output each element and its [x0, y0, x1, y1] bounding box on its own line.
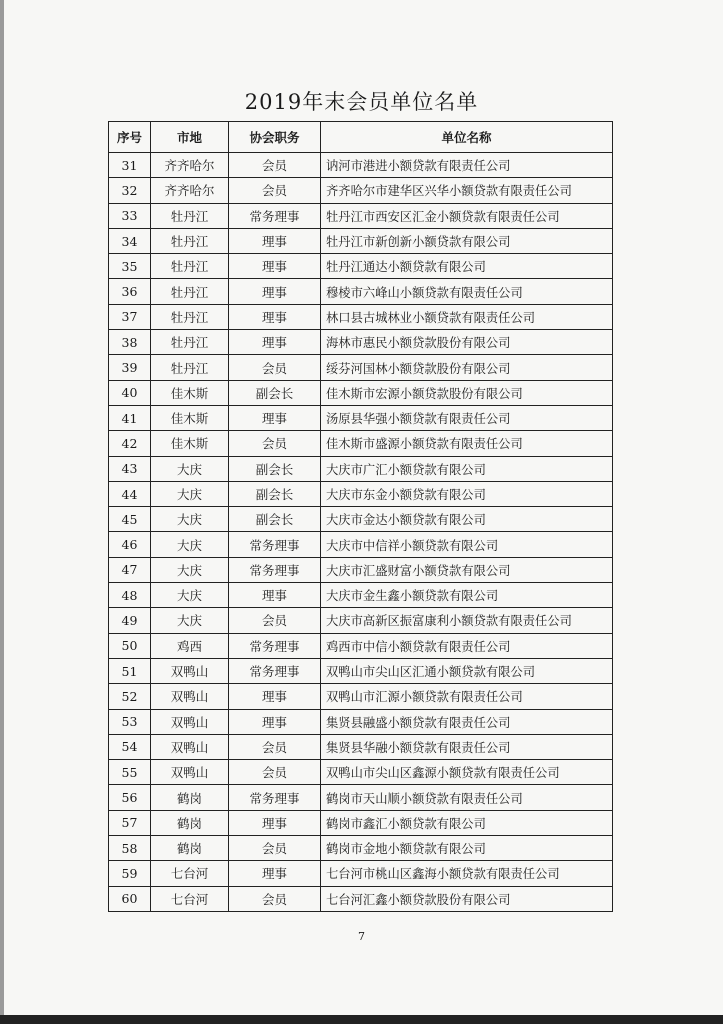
- cell-no: 47: [109, 557, 151, 582]
- cell-no: 60: [109, 886, 151, 911]
- cell-name: 大庆市高新区振富康利小额贷款有限责任公司: [321, 608, 613, 633]
- cell-name: 集贤县融盛小额贷款有限责任公司: [321, 709, 613, 734]
- cell-role: 理事: [229, 304, 321, 329]
- table-row: [109, 203, 613, 228]
- cell-name: 牡丹江通达小额贷款有限公司: [321, 254, 613, 279]
- cell-city: 大庆: [151, 532, 229, 557]
- cell-no: 53: [109, 709, 151, 734]
- table-row: [109, 861, 613, 886]
- table-row: [109, 658, 613, 683]
- cell-no: 43: [109, 456, 151, 481]
- cell-role: 会员: [229, 178, 321, 203]
- cell-city: 大庆: [151, 481, 229, 506]
- table-row: [109, 304, 613, 329]
- cell-role: 常务理事: [229, 633, 321, 658]
- cell-no: 50: [109, 633, 151, 658]
- table-row: [109, 709, 613, 734]
- member-table: [108, 121, 613, 912]
- cell-no: 55: [109, 760, 151, 785]
- cell-city: 牡丹江: [151, 279, 229, 304]
- header-no: 序号: [109, 122, 151, 153]
- scan-edge-bottom: [0, 1015, 723, 1024]
- cell-city: 牡丹江: [151, 203, 229, 228]
- cell-name: 双鸭山市尖山区汇通小额贷款有限公司: [321, 658, 613, 683]
- cell-city: 大庆: [151, 583, 229, 608]
- cell-no: 44: [109, 481, 151, 506]
- cell-no: 56: [109, 785, 151, 810]
- cell-no: 37: [109, 304, 151, 329]
- cell-name: 海林市惠民小额贷款股份有限公司: [321, 330, 613, 355]
- table-row: [109, 734, 613, 759]
- cell-role: 理事: [229, 279, 321, 304]
- cell-city: 牡丹江: [151, 254, 229, 279]
- cell-no: 34: [109, 228, 151, 253]
- cell-name: 七台河市桃山区鑫海小额贷款有限责任公司: [321, 861, 613, 886]
- cell-role: 会员: [229, 734, 321, 759]
- cell-city: 齐齐哈尔: [151, 178, 229, 203]
- table-row: [109, 431, 613, 456]
- cell-no: 35: [109, 254, 151, 279]
- table-row: [109, 760, 613, 785]
- cell-name: 大庆市金生鑫小额贷款有限公司: [321, 583, 613, 608]
- cell-city: 鹤岗: [151, 810, 229, 835]
- cell-name: 双鸭山市尖山区鑫源小额贷款有限责任公司: [321, 760, 613, 785]
- cell-no: 42: [109, 431, 151, 456]
- table-row: [109, 785, 613, 810]
- table-row: [109, 330, 613, 355]
- cell-role: 理事: [229, 583, 321, 608]
- cell-no: 46: [109, 532, 151, 557]
- table-row: [109, 153, 613, 178]
- table-row: [109, 279, 613, 304]
- table-row: [109, 380, 613, 405]
- cell-name: 集贤县华融小额贷款有限责任公司: [321, 734, 613, 759]
- cell-city: 双鸭山: [151, 658, 229, 683]
- table-row: [109, 405, 613, 430]
- cell-role: 会员: [229, 355, 321, 380]
- cell-name: 七台河汇鑫小额贷款股份有限公司: [321, 886, 613, 911]
- cell-name: 讷河市港进小额贷款有限责任公司: [321, 153, 613, 178]
- cell-name: 鹤岗市金地小额贷款有限公司: [321, 836, 613, 861]
- cell-name: 大庆市广汇小额贷款有限公司: [321, 456, 613, 481]
- cell-name: 绥芬河国林小额贷款股份有限公司: [321, 355, 613, 380]
- cell-role: 副会长: [229, 481, 321, 506]
- table-row: [109, 178, 613, 203]
- table-row: [109, 633, 613, 658]
- cell-role: 理事: [229, 228, 321, 253]
- cell-name: 鹤岗市天山顺小额贷款有限责任公司: [321, 785, 613, 810]
- table-body: [109, 153, 613, 912]
- table-row: [109, 810, 613, 835]
- cell-city: 大庆: [151, 608, 229, 633]
- scan-edge-left: [0, 0, 4, 1024]
- cell-name: 牡丹江市新创新小额贷款有限公司: [321, 228, 613, 253]
- cell-role: 会员: [229, 836, 321, 861]
- cell-city: 鹤岗: [151, 836, 229, 861]
- cell-role: 会员: [229, 608, 321, 633]
- table-row: [109, 228, 613, 253]
- cell-role: 副会长: [229, 507, 321, 532]
- table-row: [109, 608, 613, 633]
- cell-name: 大庆市中信祥小额贷款有限公司: [321, 532, 613, 557]
- cell-role: 理事: [229, 861, 321, 886]
- cell-role: 常务理事: [229, 532, 321, 557]
- cell-city: 牡丹江: [151, 355, 229, 380]
- cell-city: 双鸭山: [151, 709, 229, 734]
- table-row: [109, 557, 613, 582]
- cell-role: 会员: [229, 153, 321, 178]
- cell-name: 齐齐哈尔市建华区兴华小额贷款有限责任公司: [321, 178, 613, 203]
- cell-no: 45: [109, 507, 151, 532]
- cell-no: 54: [109, 734, 151, 759]
- cell-city: 大庆: [151, 507, 229, 532]
- table-header-row: [109, 122, 613, 153]
- table-row: [109, 583, 613, 608]
- cell-city: 大庆: [151, 456, 229, 481]
- table-row: [109, 507, 613, 532]
- cell-role: 会员: [229, 431, 321, 456]
- cell-city: 牡丹江: [151, 228, 229, 253]
- cell-role: 会员: [229, 760, 321, 785]
- cell-city: 双鸭山: [151, 684, 229, 709]
- cell-name: 佳木斯市宏源小额贷款股份有限公司: [321, 380, 613, 405]
- table-row: [109, 355, 613, 380]
- cell-role: 会员: [229, 886, 321, 911]
- cell-name: 佳木斯市盛源小额贷款有限责任公司: [321, 431, 613, 456]
- header-role: 协会职务: [229, 122, 321, 153]
- cell-role: 理事: [229, 254, 321, 279]
- cell-no: 39: [109, 355, 151, 380]
- cell-no: 41: [109, 405, 151, 430]
- cell-name: 汤原县华强小额贷款有限责任公司: [321, 405, 613, 430]
- cell-role: 常务理事: [229, 658, 321, 683]
- cell-name: 双鸭山市汇源小额贷款有限责任公司: [321, 684, 613, 709]
- cell-role: 常务理事: [229, 557, 321, 582]
- cell-city: 双鸭山: [151, 734, 229, 759]
- table-row: [109, 836, 613, 861]
- cell-role: 常务理事: [229, 203, 321, 228]
- cell-no: 48: [109, 583, 151, 608]
- cell-name: 穆棱市六峰山小额贷款有限责任公司: [321, 279, 613, 304]
- table-row: [109, 886, 613, 911]
- cell-role: 常务理事: [229, 785, 321, 810]
- cell-no: 57: [109, 810, 151, 835]
- cell-no: 32: [109, 178, 151, 203]
- cell-name: 鹤岗市鑫汇小额贷款有限公司: [321, 810, 613, 835]
- cell-no: 40: [109, 380, 151, 405]
- cell-city: 七台河: [151, 861, 229, 886]
- table-row: [109, 684, 613, 709]
- cell-role: 理事: [229, 709, 321, 734]
- cell-city: 大庆: [151, 557, 229, 582]
- document-title: 2019年末会员单位名单: [244, 90, 479, 114]
- cell-name: 大庆市汇盛财富小额贷款有限公司: [321, 557, 613, 582]
- cell-no: 49: [109, 608, 151, 633]
- cell-no: 31: [109, 153, 151, 178]
- cell-role: 理事: [229, 684, 321, 709]
- cell-city: 牡丹江: [151, 330, 229, 355]
- cell-name: 林口县古城林业小额贷款有限责任公司: [321, 304, 613, 329]
- table-row: [109, 532, 613, 557]
- cell-name: 牡丹江市西安区汇金小额贷款有限责任公司: [321, 203, 613, 228]
- cell-city: 牡丹江: [151, 304, 229, 329]
- cell-city: 鹤岗: [151, 785, 229, 810]
- cell-name: 大庆市金达小额贷款有限公司: [321, 507, 613, 532]
- cell-name: 鸡西市中信小额贷款有限责任公司: [321, 633, 613, 658]
- cell-name: 大庆市东金小额贷款有限公司: [321, 481, 613, 506]
- cell-no: 52: [109, 684, 151, 709]
- cell-city: 双鸭山: [151, 760, 229, 785]
- page-number: 7: [358, 930, 365, 943]
- table-row: [109, 481, 613, 506]
- cell-no: 58: [109, 836, 151, 861]
- cell-role: 副会长: [229, 380, 321, 405]
- table-row: [109, 456, 613, 481]
- cell-city: 鸡西: [151, 633, 229, 658]
- cell-city: 佳木斯: [151, 431, 229, 456]
- cell-city: 齐齐哈尔: [151, 153, 229, 178]
- cell-role: 副会长: [229, 456, 321, 481]
- cell-role: 理事: [229, 810, 321, 835]
- header-city: 市地: [151, 122, 229, 153]
- header-name: 单位名称: [321, 122, 613, 153]
- cell-no: 33: [109, 203, 151, 228]
- cell-no: 51: [109, 658, 151, 683]
- cell-no: 38: [109, 330, 151, 355]
- cell-role: 理事: [229, 405, 321, 430]
- cell-city: 佳木斯: [151, 405, 229, 430]
- cell-role: 理事: [229, 330, 321, 355]
- cell-city: 佳木斯: [151, 380, 229, 405]
- table-row: [109, 254, 613, 279]
- cell-city: 七台河: [151, 886, 229, 911]
- cell-no: 59: [109, 861, 151, 886]
- cell-no: 36: [109, 279, 151, 304]
